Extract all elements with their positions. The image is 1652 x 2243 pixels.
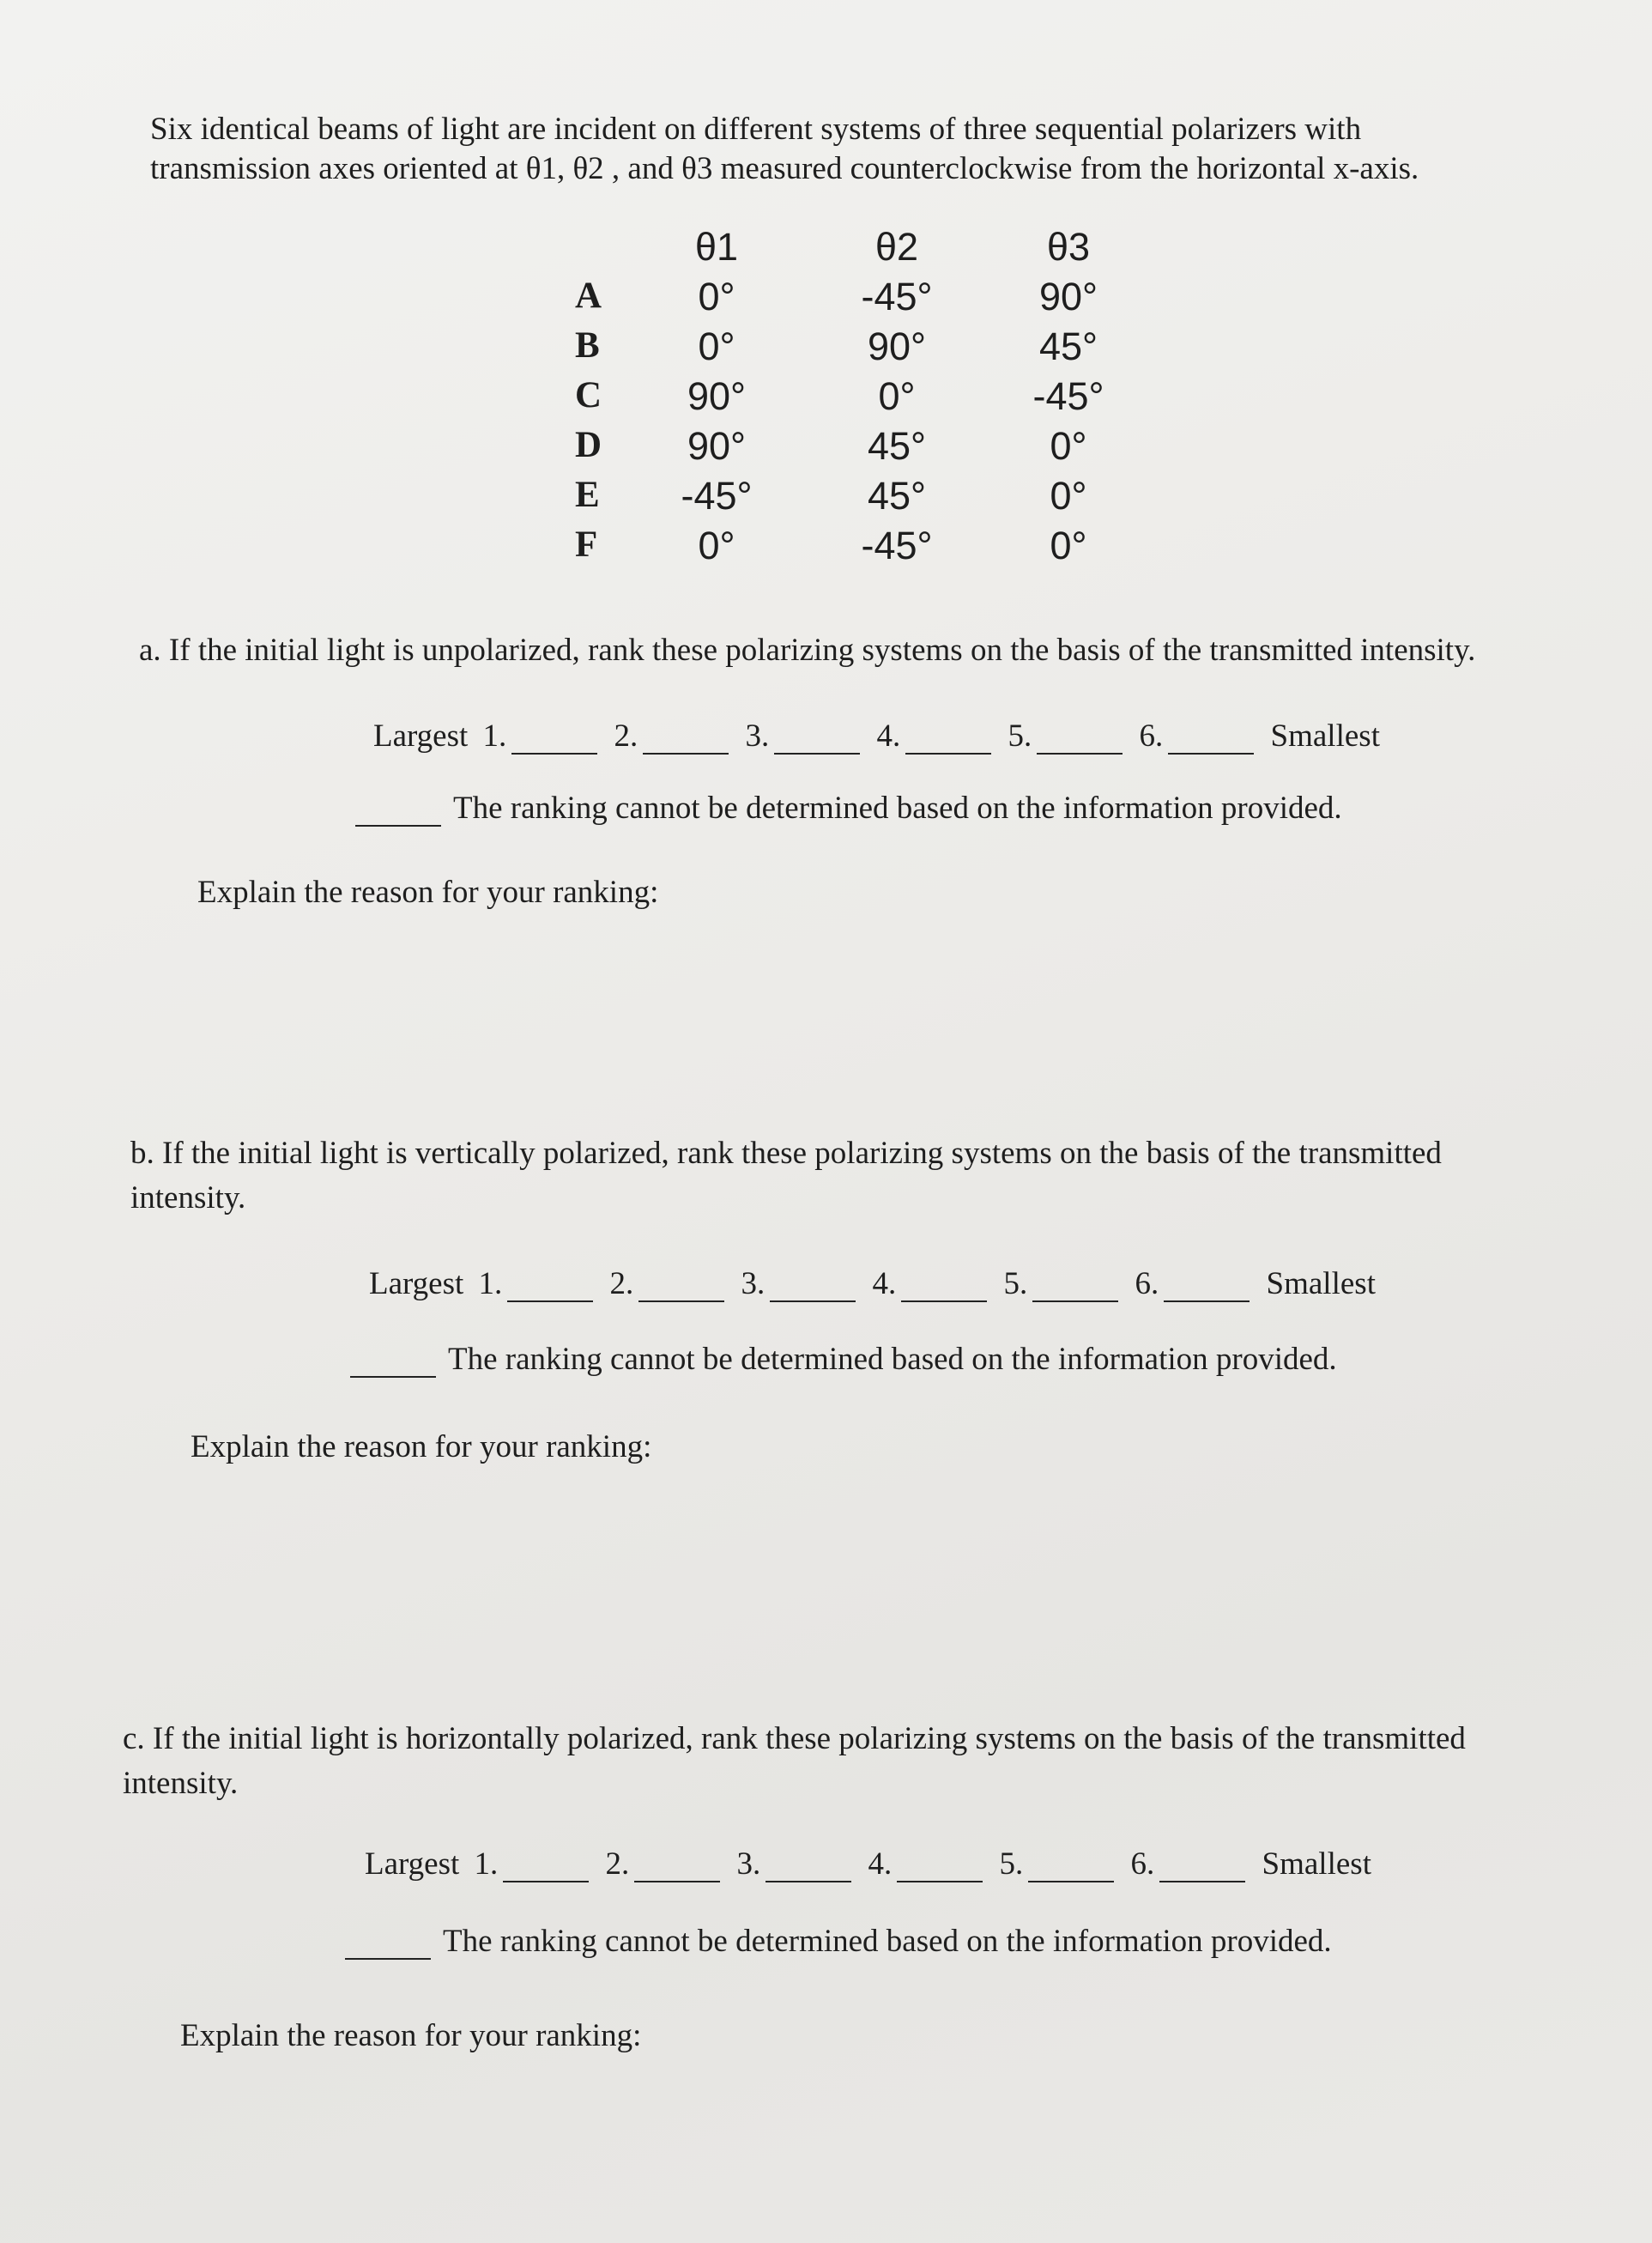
rank-blank-2[interactable] [643, 727, 729, 755]
table-header-row [575, 225, 1193, 275]
cell-theta3: 0° [1050, 524, 1087, 567]
table-row-c [575, 374, 1193, 424]
header-theta1: θ1 [694, 225, 739, 269]
cell-theta3: 0° [1050, 424, 1087, 468]
cell-theta3: 90° [1038, 275, 1098, 318]
rank-blank-5[interactable] [1037, 727, 1123, 755]
question-b-line-1: b. If the initial light is vertically polarized, rank these polarizing systems on the basis of the transmitted [130, 1136, 1442, 1171]
cannot-text: The ranking cannot be determined based on the information provided. [448, 1342, 1337, 1377]
question-c [123, 1717, 1616, 1806]
cell-theta2: 45° [867, 474, 927, 518]
rank-number: 5. [1008, 718, 1032, 754]
cell-theta2: -45° [861, 275, 933, 318]
cell-theta2: 90° [867, 324, 927, 368]
cell-theta1: -45° [681, 474, 753, 518]
rank-number: 6. [1135, 1266, 1159, 1301]
table-row-a [575, 275, 1193, 324]
rank-number: 5. [999, 1846, 1024, 1882]
row-label: A [575, 276, 602, 316]
header-theta3: θ3 [1046, 225, 1091, 269]
rank-number: 3. [741, 1266, 765, 1301]
cell-theta2: 0° [878, 374, 916, 418]
rank-number: 3. [745, 718, 770, 754]
ranking-row-c [365, 1846, 1371, 1887]
cell-theta1: 0° [698, 524, 735, 567]
cannot-blank[interactable] [345, 1932, 431, 1960]
rank-number: 5. [1003, 1266, 1028, 1301]
rank-number: 4. [872, 1266, 897, 1301]
cannot-determine-a [350, 790, 1342, 827]
rank-blank-3[interactable] [770, 1275, 856, 1302]
rank-number: 1. [482, 718, 507, 754]
rank-number: 2. [605, 1846, 630, 1882]
cannot-text: The ranking cannot be determined based on the information provided. [443, 1924, 1332, 1959]
rank-number: 1. [478, 1266, 503, 1301]
rank-blank-2[interactable] [634, 1855, 720, 1882]
cell-theta1: 0° [698, 275, 735, 318]
rank-number: 2. [609, 1266, 634, 1301]
row-label: D [575, 425, 602, 465]
intro-line-1: Six identical beams of light are incident on different systems of three sequential polarizers with [150, 112, 1362, 147]
row-label: C [575, 375, 602, 415]
table-row-d [575, 424, 1193, 474]
header-theta2: θ2 [874, 225, 919, 269]
cell-theta3: 0° [1050, 474, 1087, 518]
rank-number: 2. [614, 718, 638, 754]
cannot-text: The ranking cannot be determined based on the information provided. [453, 791, 1342, 826]
rank-blank-1[interactable] [511, 727, 597, 755]
cell-theta1: 90° [687, 374, 747, 418]
cell-theta2: 45° [867, 424, 927, 468]
rank-blank-6[interactable] [1168, 727, 1254, 755]
cell-theta3: 45° [1038, 324, 1098, 368]
cell-theta3: -45° [1032, 374, 1104, 418]
question-c-line-2: intensity. [123, 1766, 239, 1801]
table-row-b [575, 324, 1193, 374]
question-b-line-2: intensity. [130, 1180, 246, 1215]
rank-blank-2[interactable] [638, 1275, 724, 1302]
ranking-row-a [373, 718, 1380, 759]
intro-text [150, 110, 1489, 189]
cell-theta2: -45° [861, 524, 933, 567]
row-label: F [575, 524, 598, 565]
ranking-row-b [369, 1265, 1376, 1306]
rank-blank-4[interactable] [905, 727, 991, 755]
rank-blank-6[interactable] [1164, 1275, 1250, 1302]
rank-number: 6. [1130, 1846, 1155, 1882]
table-row-e [575, 474, 1193, 524]
largest-label: Largest [369, 1266, 464, 1301]
cannot-determine-b [345, 1341, 1337, 1378]
cannot-blank[interactable] [355, 799, 441, 827]
row-label: E [575, 475, 600, 515]
cannot-blank[interactable] [350, 1350, 436, 1378]
largest-label: Largest [373, 718, 469, 754]
smallest-label: Smallest [1266, 1266, 1376, 1301]
rank-number: 3. [736, 1846, 761, 1882]
rank-blank-4[interactable] [901, 1275, 987, 1302]
smallest-label: Smallest [1262, 1846, 1371, 1882]
question-c-line-1: c. If the initial light is horizontally polarized, rank these polarizing systems on the basis of the transmitted [123, 1721, 1466, 1756]
explain-a: Explain the reason for your ranking: [197, 875, 659, 910]
question-a: a. If the initial light is unpolarized, rank these polarizing systems on the basis of the transmitted intensity. [139, 633, 1476, 668]
question-b [130, 1131, 1572, 1221]
rank-number: 1. [474, 1846, 499, 1882]
explain-c: Explain the reason for your ranking: [180, 2018, 642, 2053]
rank-blank-1[interactable] [503, 1855, 589, 1882]
largest-label: Largest [365, 1846, 460, 1882]
explain-b: Explain the reason for your ranking: [191, 1429, 652, 1464]
intro-line-2: transmission axes oriented at θ1, θ2 , and θ3 measured counterclockwise from the horizontal x-axis. [150, 151, 1419, 186]
table-row-f [575, 524, 1193, 573]
rank-number: 4. [876, 718, 901, 754]
rank-blank-3[interactable] [774, 727, 860, 755]
row-label: B [575, 325, 600, 366]
cell-theta1: 0° [698, 324, 735, 368]
smallest-label: Smallest [1270, 718, 1380, 754]
rank-number: 4. [868, 1846, 893, 1882]
cannot-determine-c [340, 1923, 1332, 1960]
rank-blank-3[interactable] [765, 1855, 851, 1882]
rank-blank-5[interactable] [1028, 1855, 1114, 1882]
rank-blank-5[interactable] [1032, 1275, 1118, 1302]
cell-theta1: 90° [687, 424, 747, 468]
rank-blank-1[interactable] [507, 1275, 593, 1302]
rank-blank-6[interactable] [1159, 1855, 1245, 1882]
rank-number: 6. [1139, 718, 1164, 754]
rank-blank-4[interactable] [897, 1855, 983, 1882]
